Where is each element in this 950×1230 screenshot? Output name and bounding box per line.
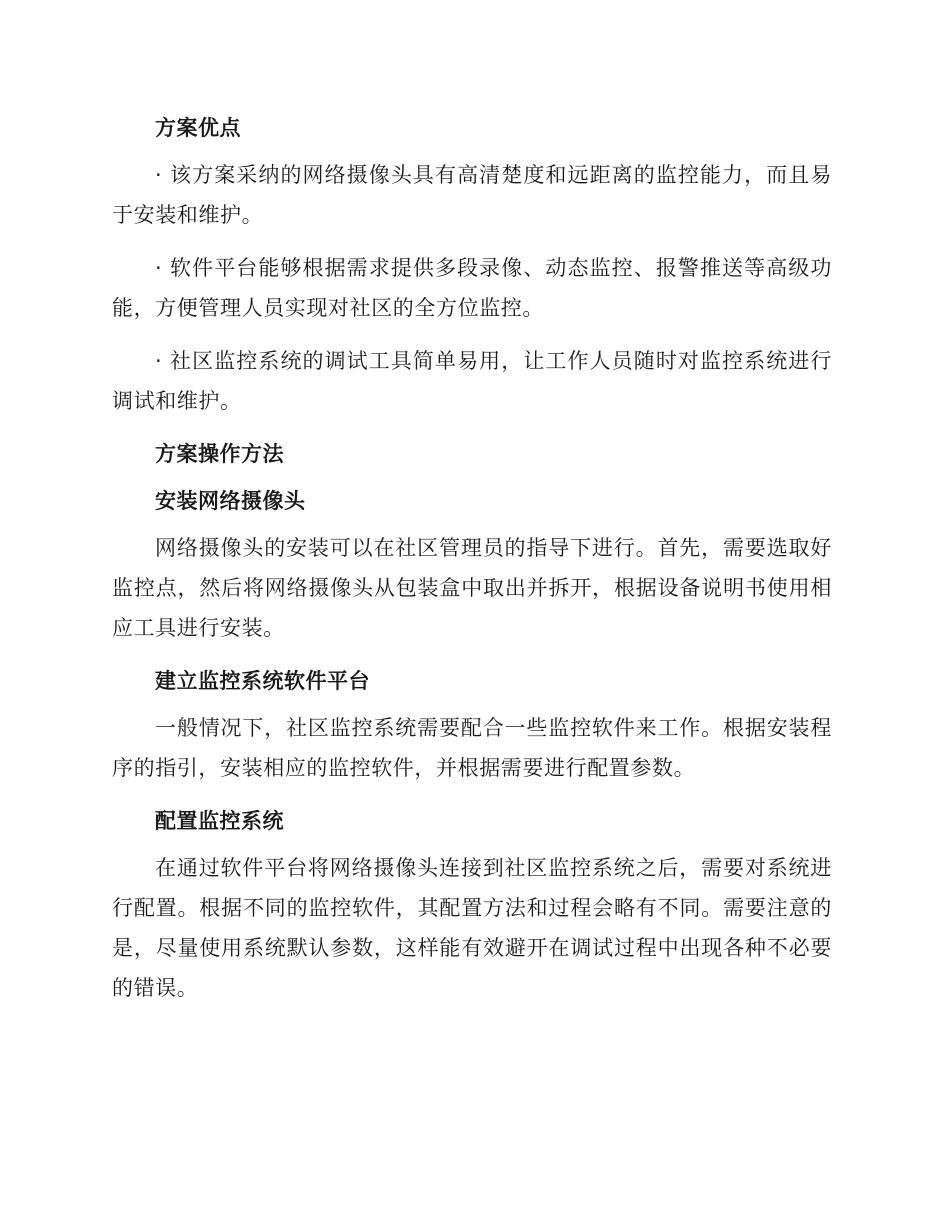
advantage-item-1: · 该方案采纳的网络摄像头具有高清楚度和远距离的监控能力，而且易于安装和维护。 [112, 163, 832, 227]
subheading-install-camera: 安装网络摄像头 [155, 489, 306, 513]
advantage-item-3: · 社区监控系统的调试工具简单易用，让工作人员随时对监控系统进行调试和维护。 [112, 349, 832, 413]
subheading-software-platform: 建立监控系统软件平台 [155, 669, 370, 693]
paragraph-configure-system: 在通过软件平台将网络摄像头连接到社区监控系统之后，需要对系统进行配置。根据不同的监控软件，其配置方法和过程会略有不同。需要注意的是，尽量使用系统默认参数，这样能有效避开在调试过程中出现各种不必要的错误。 [112, 856, 832, 1000]
subheading-configure-system: 配置监控系统 [155, 809, 284, 833]
paragraph-software-platform: 一般情况下，社区监控系统需要配合一些监控软件来工作。根据安装程序的指引，安装相应的监控软件，并根据需要进行配置参数。 [112, 716, 832, 780]
paragraph-install-camera: 网络摄像头的安装可以在社区管理员的指导下进行。首先，需要选取好监控点，然后将网络摄像头从包装盒中取出并拆开，根据设备说明书使用相应工具进行安装。 [112, 536, 832, 640]
section-heading-advantages: 方案优点 [155, 116, 241, 140]
advantage-item-2: · 软件平台能够根据需求提供多段录像、动态监控、报警推送等高级功能，方便管理人员实现对社区的全方位监控。 [112, 256, 832, 320]
section-heading-method: 方案操作方法 [155, 442, 284, 466]
document-body [112, 108, 832, 1008]
